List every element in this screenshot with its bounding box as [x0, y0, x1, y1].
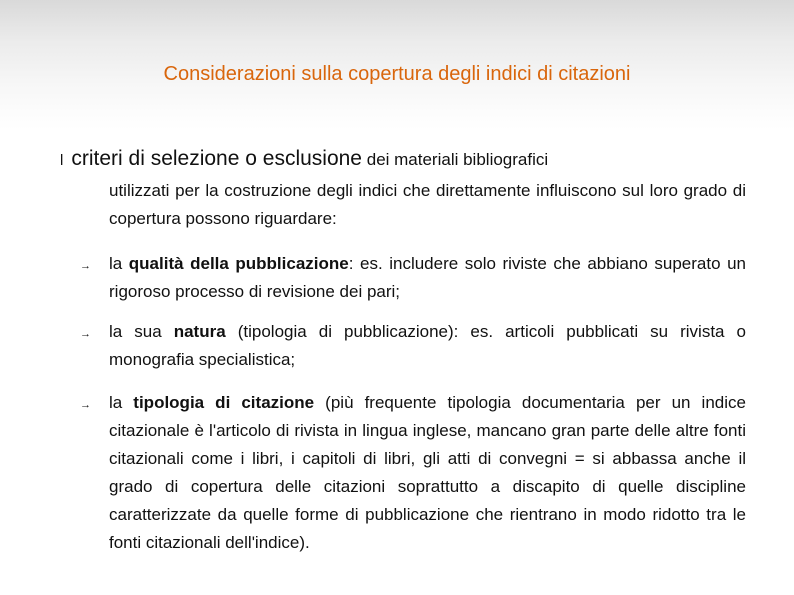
- intro-paragraph: [60, 145, 750, 175]
- list-item-bold: tipologia di citazione: [133, 393, 315, 412]
- list-item-prefix: la: [109, 254, 129, 273]
- intro-rest: dei materiali bibliografici: [366, 150, 549, 169]
- intro-continuation: utilizzati per la costruzione degli indici che direttamente influiscono sul loro grado di copertura possono riguardare:: [109, 181, 746, 228]
- list-item-prefix: la: [109, 393, 134, 412]
- arrow-right-icon: →: [80, 260, 91, 272]
- slide-title: Considerazioni sulla copertura degli indici di citazioni: [163, 63, 631, 85]
- list-item-bold: natura: [173, 322, 226, 341]
- list-item: [80, 318, 746, 374]
- list-item-text: [109, 389, 746, 557]
- list-item-suffix: (più frequente tipologia documentaria per un indice citazionale è l'articolo di rivista in lingua inglese, mancano gran parte delle altre fonti citazionali come i libri, i capitoli di libri, gli atti di convegni = si abbassa anche il grado di copertura delle citazioni soprattutto a discapito di quelle discipline caratterizzate da quelle forme di pubblicazione che rientrano in modo ridotto tra le fonti citazionali dell'indice).: [109, 393, 746, 552]
- intro-lead: criteri di selezione o esclusione: [71, 147, 362, 170]
- list-item-text: [109, 318, 746, 374]
- list-item: [80, 250, 746, 306]
- list-item-prefix: la sua: [109, 322, 174, 341]
- bullet-marker: l: [60, 152, 64, 169]
- list-item-text: [109, 250, 746, 306]
- list-item-suffix: (tipologia di pubblicazione): es. articoli pubblicati su rivista o monografia specialistica;: [109, 322, 746, 369]
- list-item-bold: qualità della pubblicazione: [128, 254, 349, 273]
- arrow-right-icon: →: [80, 328, 91, 340]
- arrow-right-icon: →: [80, 399, 91, 411]
- list-item-suffix: : es. includere solo riviste che abbiano superato un rigoroso processo di revisione dei pari;: [109, 254, 747, 301]
- list-item: [80, 389, 746, 557]
